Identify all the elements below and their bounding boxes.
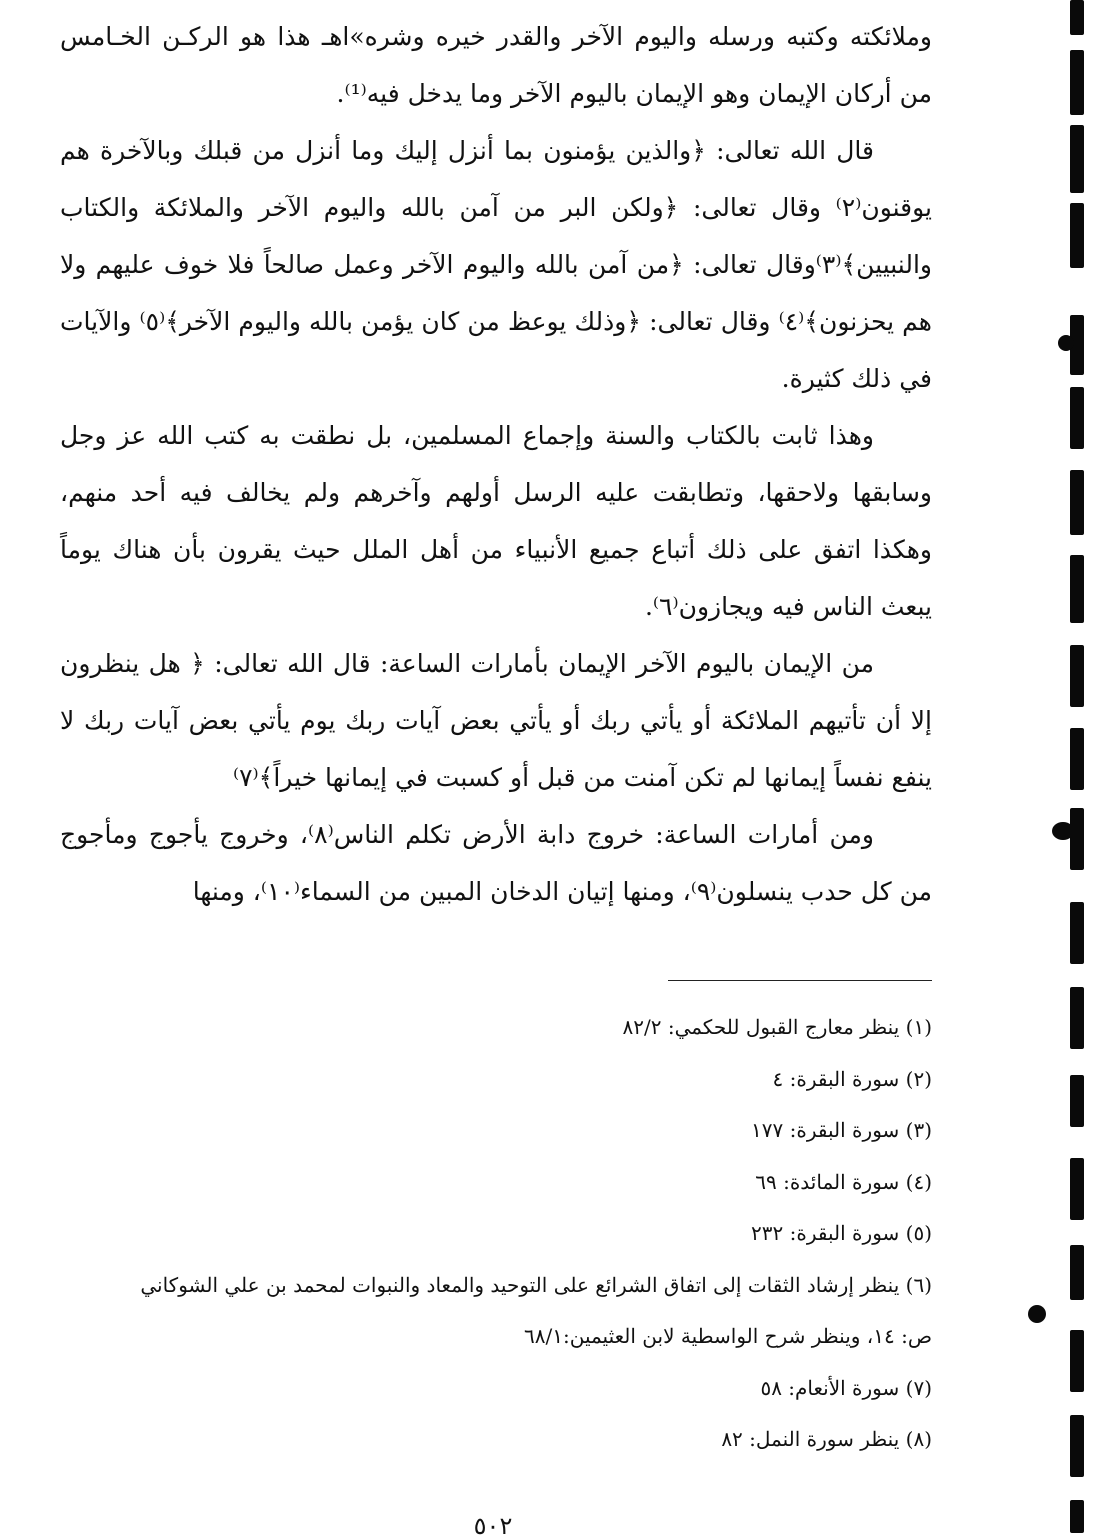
page-number: ٥٠٢ [473,1512,513,1540]
scan-mark-bar [1070,50,1084,115]
paragraph-1: وملائكته وكتبه ورسله واليوم الآخر والقدر خيره وشره»اهـ هذا هو الركـن الخـامس من أركان الإيمان وهو الإيمان باليوم الآخر وما يدخل فيه⁽¹⁾. [60,22,932,108]
scan-mark-bar [1070,1245,1084,1300]
footnote-6-continued: ص: ١٤، وينظر شرح الواسطية لابن العثيمين:٦٨/١ [524,1324,932,1348]
footnote-8: (٨) ينظر سورة النمل: ٨٢ [721,1427,932,1451]
scan-mark-dot [1058,335,1074,351]
scan-mark-dot [1052,822,1074,840]
scan-mark-bar [1070,902,1084,964]
scan-mark-bar [1070,125,1084,193]
main-text [60,8,932,920]
scan-mark-bar [1070,987,1084,1049]
footnote-1: (١) ينظر معارج القبول للحكمي: ٨٢/٢ [622,1015,932,1039]
scan-mark-bar [1070,203,1084,268]
scan-mark-bar [1070,1415,1084,1477]
footnote-3: (٣) سورة البقرة: ١٧٧ [751,1118,932,1142]
footnote-divider [668,980,932,981]
footnote-6: (٦) ينظر إرشاد الثقات إلى اتفاق الشرائع على التوحيد والمعاد والنبوات لمحمد بن علي الشوكاني [140,1272,932,1297]
scan-mark-bar [1070,1500,1084,1533]
footnote-7: (٧) سورة الأنعام: ٥٨ [760,1375,932,1400]
footnotes [50,1002,932,1466]
scan-mark-bar [1070,645,1084,707]
scan-mark-bar [1070,0,1084,35]
scan-mark-bar [1070,728,1084,790]
scan-mark-bar [1070,1075,1084,1127]
footnote-4: (٤) سورة المائدة: ٦٩ [755,1169,932,1194]
scan-mark-bar [1070,808,1084,870]
scan-mark-bar [1070,1158,1084,1220]
scan-mark-bar [1070,387,1084,449]
scan-mark-dot [1028,1305,1046,1323]
footnote-2: (٢) سورة البقرة: ٤ [772,1066,932,1091]
paragraph-4: من الإيمان باليوم الآخر الإيمان بأمارات الساعة: قال الله تعالى: ﴿ هل ينظرون إلا أن تأتيهم الملائكة أو يأتي ربك أو يأتي بعض آيات ربك يوم يأتي بعض آيات ربك لا ينفع نفساً إيمانها لم تكن آمنت من قبل أو كسبت في إيمانها خيراً﴾⁽٧⁾ [60,649,932,792]
scan-margin-marks [1030,0,1094,1533]
scan-mark-bar [1070,1330,1084,1392]
paragraph-2: قال الله تعالى: ﴿والذين يؤمنون بما أنزل إليك وما أنزل من قبلك وبالآخرة هم يوقنون⁽٢⁾ وقال تعالى: ﴿ولكن البر من آمن بالله واليوم الآخر والملائكة والكتاب والنبيين﴾⁽٣⁾وقال تعالى: ﴿من آمن بالله واليوم الآخر وعمل صالحاً فلا خوف عليهم ولا هم يحزنون﴾⁽٤⁾ وقال تعالى: ﴿وذلك يوعظ من كان يؤمن بالله واليوم الآخر﴾⁽٥⁾ والآيات في ذلك كثيرة. [60,136,932,393]
paragraph-5: ومن أمارات الساعة: خروج دابة الأرض تكلم الناس⁽٨⁾، وخروج يأجوج ومأجوج من كل حدب ينسلون⁽٩⁾، ومنها إتيان الدخان المبين من السماء⁽١٠⁾، ومنها [60,820,932,906]
scan-mark-bar [1070,555,1084,623]
paragraph-3: وهذا ثابت بالكتاب والسنة وإجماع المسلمين، بل نطقت به كتب الله عز وجل وسابقها ولاحقها، وتطابقت عليه الرسل أولهم وآخرهم ولم يخالف فيه أحد منهم، وهكذا اتفق على ذلك أتباع جميع الأنبياء من أهل الملل حيث يقرون بأن هناك يوماً يبعث الناس فيه ويجازون⁽٦⁾. [60,421,932,621]
footnote-5: (٥) سورة البقرة: ٢٣٢ [751,1221,932,1245]
scan-mark-bar [1070,470,1084,535]
